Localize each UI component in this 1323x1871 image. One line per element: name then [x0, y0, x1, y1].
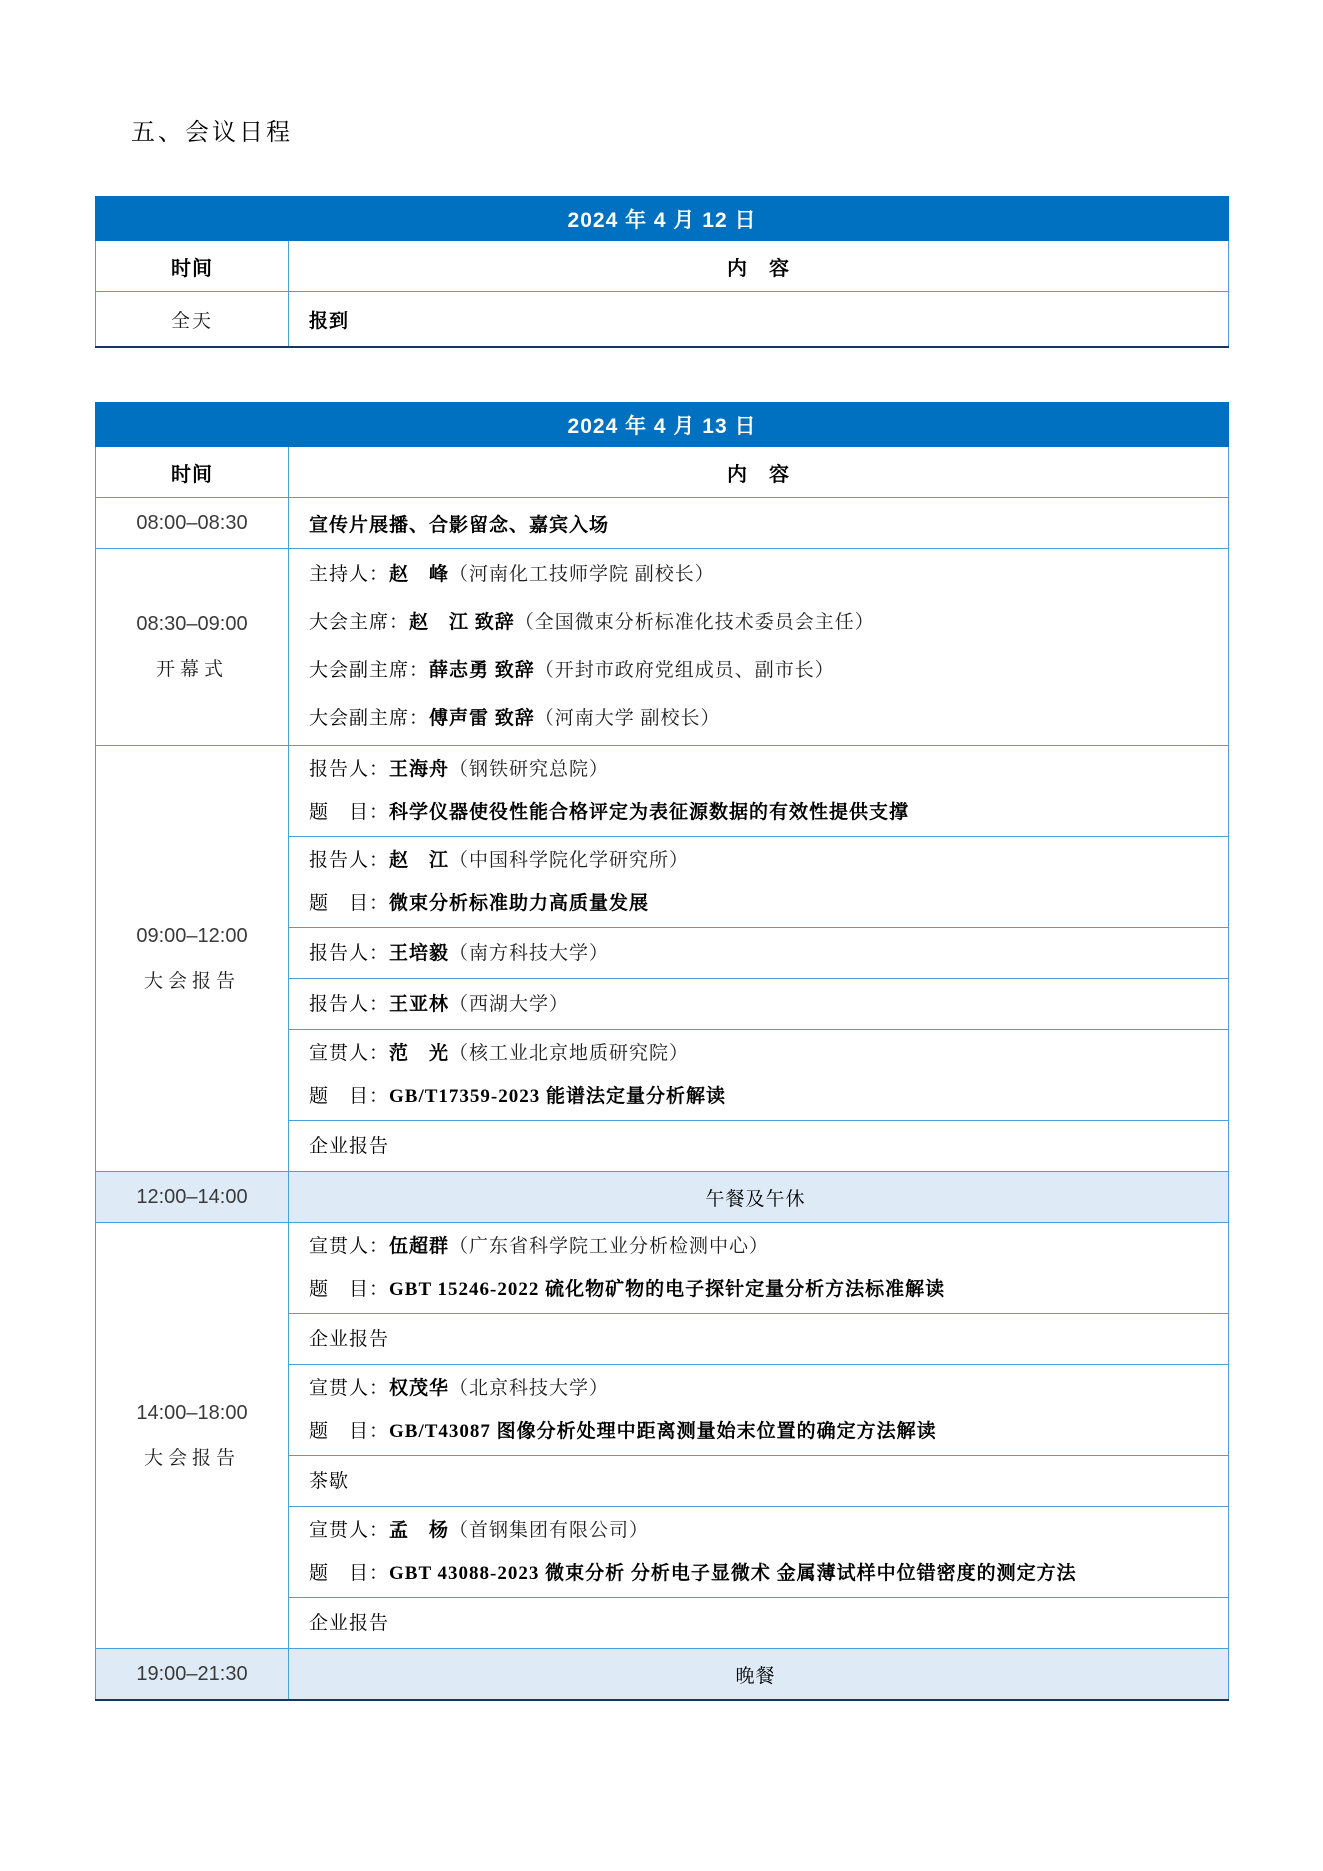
content-cell: 晚餐 [289, 1649, 1229, 1701]
event-label: 企业报告 [309, 1328, 390, 1350]
person-name: 赵 江 [389, 850, 450, 871]
content-cell [289, 928, 1229, 979]
column-header-content: 内 容 [289, 241, 1229, 292]
table-row [96, 197, 1229, 241]
schedule-line [309, 932, 1222, 975]
content-cell [289, 979, 1229, 1030]
table-row [96, 403, 1229, 447]
time-cell [96, 549, 289, 746]
content-cell [289, 746, 1229, 837]
person-name: 王海舟 [389, 759, 450, 780]
table-row [96, 292, 1229, 348]
affiliation: （河南化工技师学院 副校长） [449, 564, 715, 585]
schedule-line [309, 695, 1222, 743]
affiliation: （南方科技大学） [449, 942, 610, 964]
schedule-line [309, 1075, 1222, 1118]
person-name: 王培毅 [389, 942, 450, 964]
schedule-line [309, 791, 1222, 834]
schedule-line [309, 983, 1222, 1026]
date-banner: 2024 年 4 月 12 日 [96, 197, 1229, 241]
role-label: 宣贯人： [309, 1043, 390, 1064]
talk-title: GBT 15246-2022 硫化物矿物的电子探针定量分析方法标准解读 [389, 1279, 946, 1300]
event-label: 宣传片展播、合影留念、嘉宾入场 [309, 514, 610, 536]
time-label: 大会报告 [143, 1447, 240, 1469]
schedule-table-april-13 [95, 402, 1229, 1701]
person-name: 范 光 [389, 1043, 450, 1064]
affiliation: （开封市政府党组成员、副市长） [534, 660, 835, 681]
role-label: 大会副主席： [309, 660, 430, 681]
schedule-line [309, 1125, 1222, 1168]
content-cell [289, 292, 1229, 348]
affiliation: （广东省科学院工业分析检测中心） [449, 1236, 770, 1257]
content-cell [289, 1365, 1229, 1456]
affiliation: （全国微束分析标准化技术委员会主任） [514, 612, 875, 633]
time-cell [96, 746, 289, 1172]
schedule-line [309, 551, 1222, 599]
schedule-line [309, 748, 1222, 791]
column-header-content: 内 容 [289, 447, 1229, 498]
person-name: 孟 杨 [389, 1520, 450, 1541]
affiliation: （核工业北京地质研究院） [449, 1043, 690, 1064]
content-cell [289, 1223, 1229, 1314]
schedule-line [309, 839, 1222, 882]
time-cell [96, 292, 289, 348]
table-row [96, 498, 1229, 549]
schedule-line [309, 1318, 1222, 1361]
talk-title-label: 题 目： [309, 893, 390, 914]
talk-title-label: 题 目： [309, 1279, 390, 1300]
talk-title: GB/T17359-2023 能谱法定量分析解读 [389, 1086, 726, 1107]
schedule-line [309, 1602, 1222, 1645]
table-row [96, 549, 1229, 746]
role-label: 报告人： [309, 993, 390, 1015]
role-label: 报告人： [309, 850, 390, 871]
person-name: 傅声雷 致辞 [429, 708, 535, 729]
talk-title: 科学仪器使役性能合格评定为表征源数据的有效性提供支撑 [389, 802, 910, 823]
affiliation: （钢铁研究总院） [449, 759, 610, 780]
schedule-line [309, 1460, 1222, 1503]
affiliation: （河南大学 副校长） [534, 708, 721, 729]
person-name: 王亚林 [389, 993, 450, 1015]
affiliation: （北京科技大学） [449, 1378, 610, 1399]
talk-title-label: 题 目： [309, 1421, 390, 1442]
schedule-line [309, 647, 1222, 695]
time-cell: 12:00–14:00 [96, 1172, 289, 1223]
table-row [96, 746, 1229, 837]
talk-title: 微束分析标准助力高质量发展 [389, 893, 650, 914]
time-cell: 08:00–08:30 [96, 498, 289, 549]
content-cell [289, 498, 1229, 549]
role-label: 宣贯人： [309, 1520, 390, 1541]
content-cell [289, 1121, 1229, 1172]
role-label: 大会主席： [309, 612, 410, 633]
role-label: 宣贯人： [309, 1378, 390, 1399]
schedule-line [309, 1552, 1222, 1595]
column-header-time: 时间 [96, 241, 289, 292]
schedule-line [309, 882, 1222, 925]
table-row [96, 1649, 1229, 1701]
time-range: 09:00–12:00 [136, 924, 248, 947]
content-cell [289, 837, 1229, 928]
content-cell [289, 1598, 1229, 1649]
time-label: 大会报告 [143, 970, 240, 992]
person-name: 薛志勇 致辞 [429, 660, 535, 681]
time-range: 08:30–09:00 [136, 613, 248, 635]
talk-title-label: 题 目： [309, 802, 390, 823]
affiliation: （首钢集团有限公司） [449, 1520, 650, 1541]
date-banner: 2024 年 4 月 13 日 [96, 403, 1229, 447]
schedule-line [309, 1410, 1222, 1453]
affiliation: （中国科学院化学研究所） [449, 850, 690, 871]
role-label: 报告人： [309, 759, 390, 780]
schedule-line [309, 599, 1222, 647]
person-name: 赵 江 致辞 [409, 612, 515, 633]
event-label: 报到 [309, 310, 350, 332]
person-name: 伍超群 [389, 1236, 450, 1257]
schedule-line [309, 1367, 1222, 1410]
affiliation: （西湖大学） [449, 993, 570, 1015]
content-cell: 午餐及午休 [289, 1172, 1229, 1223]
time-label: 开幕式 [155, 659, 228, 680]
section-title: 五、会议日程 [131, 120, 293, 146]
schedule-line [309, 1268, 1222, 1311]
content-cell [289, 1314, 1229, 1365]
event-label: 茶歇 [309, 1470, 350, 1492]
schedule-line [309, 1032, 1222, 1075]
role-label: 报告人： [309, 942, 390, 964]
person-name: 权茂华 [389, 1378, 450, 1399]
schedule-line [309, 1225, 1222, 1268]
talk-title-label: 题 目： [309, 1086, 390, 1107]
time-label: 全天 [170, 310, 213, 332]
content-cell [289, 1456, 1229, 1507]
content-cell [289, 1507, 1229, 1598]
content-cell [289, 549, 1229, 746]
role-label: 大会副主席： [309, 708, 430, 729]
table-row [96, 241, 1229, 292]
talk-title: GB/T43087 图像分析处理中距离测量始末位置的确定方法解读 [389, 1421, 937, 1442]
talk-title-label: 题 目： [309, 1563, 390, 1584]
table-row [96, 1223, 1229, 1314]
table-row [96, 447, 1229, 498]
role-label: 主持人： [309, 564, 390, 585]
time-cell [96, 1223, 289, 1649]
time-range: 14:00–18:00 [136, 1401, 248, 1424]
schedule-table-april-12 [95, 196, 1229, 348]
event-label: 企业报告 [309, 1135, 390, 1157]
column-header-time: 时间 [96, 447, 289, 498]
event-label: 企业报告 [309, 1612, 390, 1634]
role-label: 宣贯人： [309, 1236, 390, 1257]
content-cell [289, 1030, 1229, 1121]
person-name: 赵 峰 [389, 564, 450, 585]
table-row [96, 1172, 1229, 1223]
time-cell: 19:00–21:30 [96, 1649, 289, 1701]
talk-title: GBT 43088-2023 微束分析 分析电子显微术 金属薄试样中位错密度的测定方法 [389, 1563, 1077, 1584]
schedule-line [309, 1509, 1222, 1552]
